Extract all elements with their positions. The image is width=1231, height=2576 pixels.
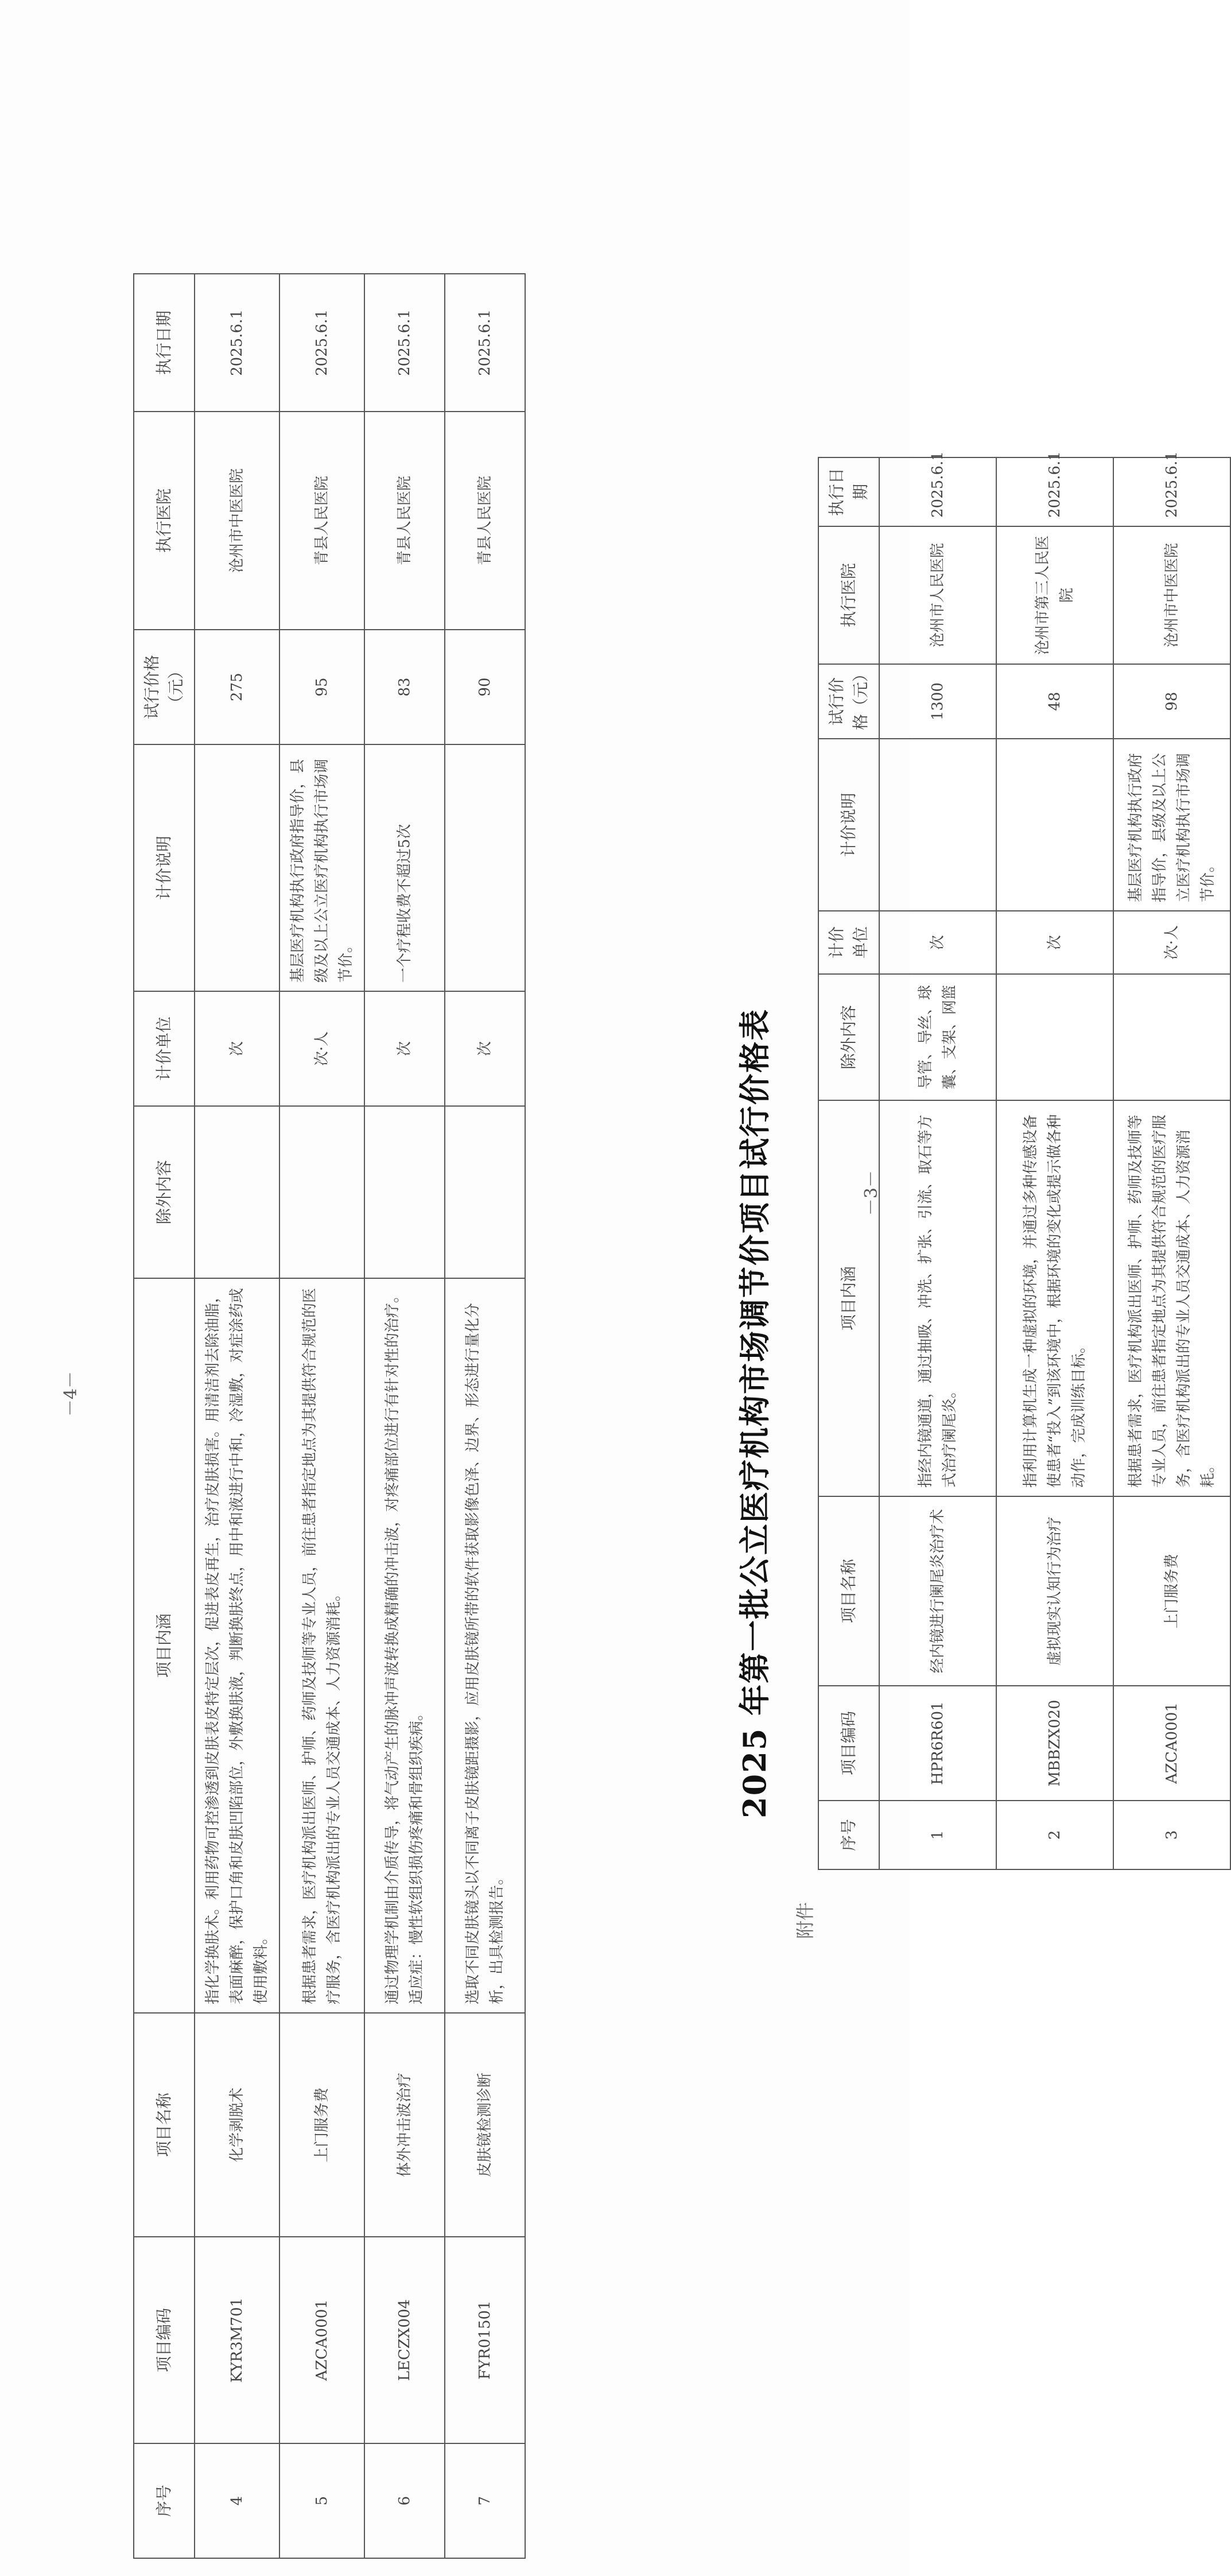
cell-content: 根据患者需求，医疗机构派出医师、护师、药师及技师等专业人员，前往患者指定地点为其提供符合规范的医疗服务，含医疗机构派出的专业人员交通成本、人力资源消耗。	[279, 1278, 364, 2013]
header-hospital: 执行医院	[818, 526, 879, 664]
cell-note	[879, 739, 996, 911]
cell-content: 指化学换肤术。利用药物可控渗透到皮肤表皮特定层次，促进表皮再生，治疗皮肤损害。用清洁剂去除油脂，表面麻醉，保护口角和皮肤凹陷部位，外敷换肤液，判断换肤终点，用中和液进行中和，冷湿敷，对症涂药或使用敷料。	[195, 1278, 279, 2013]
table-row	[445, 274, 525, 2558]
cell-except	[364, 1106, 445, 1278]
price-table-page-3	[818, 451, 1231, 1870]
table-header-row	[134, 274, 195, 2558]
cell-price: 48	[996, 664, 1113, 739]
cell-hospital: 沧州市中医医院	[195, 412, 279, 630]
cell-seq: 3	[1113, 1801, 1230, 1869]
cell-hospital: 青县人民医院	[364, 412, 445, 630]
cell-code: AZCA0001	[279, 2237, 364, 2443]
table-row	[364, 274, 445, 2558]
header-code: 项目编码	[818, 1686, 879, 1801]
cell-price: 1300	[879, 664, 996, 739]
cell-content: 根据患者需求，医疗机构派出医师、护师、药师及技师等专业人员，前往患者指定地点为其提供符合规范的医疗服务，含医疗机构派出的专业人员交通成本、人力资源消耗。	[1113, 1100, 1230, 1496]
cell-unit: 次	[996, 911, 1113, 974]
header-unit: 计价单位	[134, 991, 195, 1106]
attachment-label: 附件	[794, 1902, 816, 1939]
cell-price: 90	[445, 630, 525, 744]
cell-name: 上门服务费	[279, 2013, 364, 2237]
cell-date: 2025.6.1	[279, 274, 364, 412]
cell-except	[996, 974, 1113, 1100]
cell-hospital: 沧州市人民医院	[879, 526, 996, 664]
cell-date: 2025.6.1	[1113, 457, 1230, 526]
header-note: 计价说明	[818, 739, 879, 911]
header-unit: 计价单位	[818, 911, 879, 974]
cell-except	[1113, 974, 1230, 1100]
page-number: －4－	[61, 1371, 81, 1417]
table-header-row	[818, 457, 879, 1869]
table-row	[195, 274, 279, 2558]
document-title: 2025 年第一批公立医疗机构市场调节价项目试行价格表	[736, 1008, 773, 1818]
page-number: －3－	[861, 1170, 881, 1216]
cell-note: 基层医疗机构执行政府指导价，县级及以上公立医疗机构执行市场调节价。	[279, 744, 364, 991]
cell-note	[195, 744, 279, 991]
header-price: 试行价格（元）	[818, 664, 879, 739]
cell-seq: 6	[364, 2443, 445, 2558]
header-note: 计价说明	[134, 744, 195, 991]
cell-unit: 次	[445, 991, 525, 1106]
cell-content: 通过物理学机制由介质传导，将气动产生的脉冲声波转换成精确的冲击波，对疼痛部位进行有针对性的治疗。适应症：慢性软组织损伤疼痛和骨组织疾病。	[364, 1278, 445, 2013]
rotated-page-4	[0, 0, 506, 2576]
header-date: 执行日期	[818, 457, 879, 526]
cell-unit: 次·人	[279, 991, 364, 1106]
cell-code: AZCA0001	[1113, 1686, 1230, 1801]
cell-note: 一个疗程收费不超过5次	[364, 744, 445, 991]
table-row	[279, 274, 364, 2558]
cell-note	[996, 739, 1113, 911]
cell-content: 指经内镜通道，通过抽吸、冲洗、扩张、引流、取石等方式治疗阑尾炎。	[879, 1100, 996, 1496]
cell-seq: 5	[279, 2443, 364, 2558]
cell-hospital: 沧州市第三人民医院	[996, 526, 1113, 664]
cell-date: 2025.6.1	[364, 274, 445, 412]
cell-note: 基层医疗机构执行政府指导价，县级及以上公立医疗机构执行市场调节价。	[1113, 739, 1230, 911]
table-row	[1113, 457, 1230, 1869]
cell-except	[445, 1106, 525, 1278]
cell-price: 95	[279, 630, 364, 744]
cell-seq: 1	[879, 1801, 996, 1869]
cell-code: HPR6R601	[879, 1686, 996, 1801]
price-table-page-4	[133, 273, 526, 2559]
cell-except	[195, 1106, 279, 1278]
header-except: 除外内容	[818, 974, 879, 1100]
cell-name: 体外冲击波治疗	[364, 2013, 445, 2237]
header-hospital: 执行医院	[134, 412, 195, 630]
cell-hospital: 青县人民医院	[445, 412, 525, 630]
cell-code: LECZX004	[364, 2237, 445, 2443]
cell-except: 导管、导丝、球囊、支架、网篮	[879, 974, 996, 1100]
cell-name: 虚拟现实认知行为治疗	[996, 1496, 1113, 1686]
document-page-4	[0, 0, 506, 2576]
cell-hospital: 沧州市中医医院	[1113, 526, 1230, 664]
cell-name: 皮肤镜检测诊断	[445, 2013, 525, 2237]
cell-code: MBBZX020	[996, 1686, 1113, 1801]
cell-name: 经内镜进行阑尾炎治疗术	[879, 1496, 996, 1686]
cell-date: 2025.6.1	[195, 274, 279, 412]
cell-price: 275	[195, 630, 279, 744]
cell-seq: 4	[195, 2443, 279, 2558]
header-except: 除外内容	[134, 1106, 195, 1278]
cell-date: 2025.6.1	[996, 457, 1113, 526]
header-code: 项目编码	[134, 2237, 195, 2443]
cell-content: 指利用计算机生成一种虚拟的环境，并通过多种传感设备使患者“投入”到该环境中，根据环境的变化或提示做各种动作，完成训练目标。	[996, 1100, 1113, 1496]
cell-unit: 次	[879, 911, 996, 974]
cell-seq: 7	[445, 2443, 525, 2558]
cell-price: 83	[364, 630, 445, 744]
cell-name: 化学剥脱术	[195, 2013, 279, 2237]
cell-date: 2025.6.1	[879, 457, 996, 526]
cell-price: 98	[1113, 664, 1230, 739]
cell-unit: 次	[195, 991, 279, 1106]
cell-date: 2025.6.1	[445, 274, 525, 412]
cell-code: FYR01501	[445, 2237, 525, 2443]
cell-content: 选取不同皮肤镜头以不同离子皮肤镜距摄影，应用皮肤镜所带的软件获取影像色泽、边界、形态进行量化分析，出具检测报告。	[445, 1278, 525, 2013]
header-date: 执行日期	[134, 274, 195, 412]
header-seq: 序号	[818, 1801, 879, 1869]
cell-unit: 次·人	[1113, 911, 1230, 974]
cell-except	[279, 1106, 364, 1278]
header-name: 项目名称	[134, 2013, 195, 2237]
header-content: 项目内涵	[134, 1278, 195, 2013]
header-content: 项目内涵	[818, 1100, 879, 1496]
header-seq: 序号	[134, 2443, 195, 2558]
cell-code: KYR3M701	[195, 2237, 279, 2443]
cell-hospital: 青县人民医院	[279, 412, 364, 630]
table-row	[996, 457, 1113, 1869]
table-row	[879, 457, 996, 1869]
cell-name: 上门服务费	[1113, 1496, 1230, 1686]
cell-seq: 2	[996, 1801, 1113, 1869]
cell-unit: 次	[364, 991, 445, 1106]
header-price: 试行价格（元）	[134, 630, 195, 744]
cell-note	[445, 744, 525, 991]
header-name: 项目名称	[818, 1496, 879, 1686]
